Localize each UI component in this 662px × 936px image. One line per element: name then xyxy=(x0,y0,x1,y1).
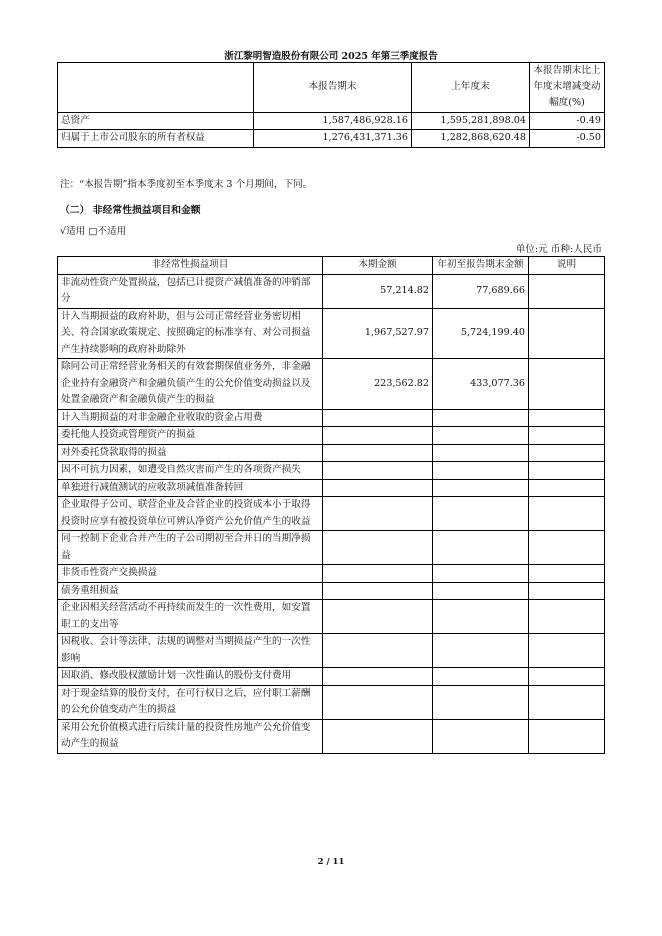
note-cell xyxy=(529,582,605,600)
row-label: 归属于上市公司股东的所有者权益 xyxy=(58,130,254,148)
amount-cell xyxy=(433,497,529,531)
table-row xyxy=(58,130,605,148)
amount-cell xyxy=(323,600,433,634)
non-recurring-items-table xyxy=(57,256,605,754)
amount-cell xyxy=(323,634,433,668)
amount-cell xyxy=(323,427,433,445)
value-cell: -0.50 xyxy=(530,130,605,148)
header-cell: 本报告期末比上年度末增减变动幅度(%) xyxy=(530,63,605,113)
unit-currency-line: 单位:元 币种:人民币 xyxy=(515,244,602,255)
amount-cell: 223,562.82 xyxy=(323,359,433,410)
page-number: 2 / 11 xyxy=(317,857,345,867)
note-cell xyxy=(529,274,605,308)
item-name-cell: 因不可抗力因素，如遭受自然灾害而产生的各项资产损失 xyxy=(58,462,323,480)
amount-cell: 57,214.82 xyxy=(323,274,433,308)
amount-cell xyxy=(323,497,433,531)
amount-cell xyxy=(433,668,529,686)
value-cell: 1,595,281,898.04 xyxy=(412,112,530,130)
amount-cell xyxy=(433,582,529,600)
table-row xyxy=(58,274,605,308)
value-cell: 1,276,431,371.36 xyxy=(254,130,412,148)
value-cell: -0.49 xyxy=(530,112,605,130)
note-cell xyxy=(529,668,605,686)
header-cell: 本期金额 xyxy=(323,257,433,275)
table-row xyxy=(58,668,605,686)
item-name-cell: 因税收、会计等法律、法规的调整对当期损益产生的一次性影响 xyxy=(58,634,323,668)
header-cell: 本报告期末 xyxy=(254,63,412,113)
amount-cell xyxy=(433,565,529,583)
amount-cell xyxy=(323,685,433,719)
note-cell xyxy=(529,409,605,427)
amount-cell xyxy=(433,634,529,668)
items-table-body xyxy=(58,274,605,753)
note-cell xyxy=(529,565,605,583)
amount-cell xyxy=(323,479,433,497)
note-cell xyxy=(529,308,605,359)
balance-table xyxy=(57,62,605,148)
table-row xyxy=(58,359,605,410)
amount-cell xyxy=(323,668,433,686)
section-title: （二） 非经常性损益项目和金额 xyxy=(60,205,201,216)
table-row xyxy=(58,444,605,462)
item-name-cell: 对外委托贷款取得的损益 xyxy=(58,444,323,462)
amount-cell xyxy=(433,719,529,753)
amount-cell xyxy=(323,565,433,583)
amount-cell: 433,077.36 xyxy=(433,359,529,410)
note-cell xyxy=(529,634,605,668)
item-name-cell: 对于现金结算的股份支付，在可行权日之后，应付职工薪酬的公允价值变动产生的损益 xyxy=(58,685,323,719)
header-cell: 上年度末 xyxy=(412,63,530,113)
amount-cell xyxy=(323,409,433,427)
amount-cell: 5,724,199.40 xyxy=(433,308,529,359)
table-row xyxy=(58,531,605,565)
table-row xyxy=(58,600,605,634)
value-cell: 1,282,868,620.48 xyxy=(412,130,530,148)
item-name-cell: 非流动性资产处置损益，包括已计提资产减值准备的冲销部分 xyxy=(58,274,323,308)
amount-cell xyxy=(433,685,529,719)
item-name-cell: 企业因相关经营活动不再持续而发生的一次性费用，如安置职工的支出等 xyxy=(58,600,323,634)
item-name-cell: 单独进行减值测试的应收款项减值准备转回 xyxy=(58,479,323,497)
amount-cell xyxy=(433,462,529,480)
table-row xyxy=(58,409,605,427)
amount-cell xyxy=(433,409,529,427)
note-cell xyxy=(529,359,605,410)
item-name-cell: 非货币性资产交换损益 xyxy=(58,565,323,583)
note-cell xyxy=(529,479,605,497)
item-name-cell: 除同公司正常经营业务相关的有效套期保值业务外，非金融企业持有金融资产和金融负债产生的公允价值变动损益以及处置金融资产和金融负债产生的损益 xyxy=(58,359,323,410)
item-name-cell: 债务重组损益 xyxy=(58,582,323,600)
header-cell: 非经常性损益项目 xyxy=(58,257,323,275)
amount-cell xyxy=(433,600,529,634)
note-cell xyxy=(529,719,605,753)
table-row xyxy=(58,112,605,130)
amount-cell xyxy=(433,444,529,462)
item-name-cell: 企业取得子公司、联营企业及合营企业的投资成本小于取得投资时应享有被投资单位可辨认净资产公允价值产生的收益 xyxy=(58,497,323,531)
table-row xyxy=(58,719,605,753)
amount-cell xyxy=(323,582,433,600)
row-label: 总资产 xyxy=(58,112,254,130)
table-row xyxy=(58,479,605,497)
amount-cell xyxy=(433,427,529,445)
table-note: 注：“本报告期”指本季度初至本季度末 3 个月期间，下同。 xyxy=(60,179,313,190)
note-cell xyxy=(529,685,605,719)
note-cell xyxy=(529,531,605,565)
table-row xyxy=(58,685,605,719)
item-name-cell: 委托他人投资或管理资产的损益 xyxy=(58,427,323,445)
amount-cell xyxy=(433,531,529,565)
page-header: 浙江黎明智造股份有限公司 2025 年第三季度报告 xyxy=(224,51,438,62)
item-name-cell: 采用公允价值模式进行后续计量的投资性房地产公允价值变动产生的损益 xyxy=(58,719,323,753)
note-cell xyxy=(529,497,605,531)
items-table-header xyxy=(58,257,605,275)
item-name-cell: 同一控制下企业合并产生的子公司期初至合并日的当期净损益 xyxy=(58,531,323,565)
amount-cell xyxy=(323,531,433,565)
table-row xyxy=(58,565,605,583)
header-cell: 说明 xyxy=(529,257,605,275)
table-row xyxy=(58,497,605,531)
value-cell: 1,587,486,928.16 xyxy=(254,112,412,130)
note-cell xyxy=(529,444,605,462)
table-row xyxy=(58,427,605,445)
item-name-cell: 计入当期损益的对非金融企业收取的资金占用费 xyxy=(58,409,323,427)
note-cell xyxy=(529,462,605,480)
amount-cell xyxy=(433,479,529,497)
header-cell xyxy=(58,63,254,113)
note-cell xyxy=(529,427,605,445)
balance-table-header xyxy=(58,63,605,113)
table-row xyxy=(58,634,605,668)
amount-cell xyxy=(323,444,433,462)
table-row xyxy=(58,582,605,600)
amount-cell: 77,689.66 xyxy=(433,274,529,308)
amount-cell: 1,967,527.97 xyxy=(323,308,433,359)
note-cell xyxy=(529,600,605,634)
applicability-checkboxes: √适用 □不适用 xyxy=(60,226,127,237)
amount-cell xyxy=(323,462,433,480)
amount-cell xyxy=(323,719,433,753)
table-row xyxy=(58,308,605,359)
table-row xyxy=(58,462,605,480)
header-cell: 年初至报告期末金额 xyxy=(433,257,529,275)
item-name-cell: 因取消、修改股权激励计划一次性确认的股份支付费用 xyxy=(58,668,323,686)
item-name-cell: 计入当期损益的政府补助，但与公司正常经营业务密切相关、符合国家政策规定、按照确定的标准享有、对公司损益产生持续影响的政府补助除外 xyxy=(58,308,323,359)
